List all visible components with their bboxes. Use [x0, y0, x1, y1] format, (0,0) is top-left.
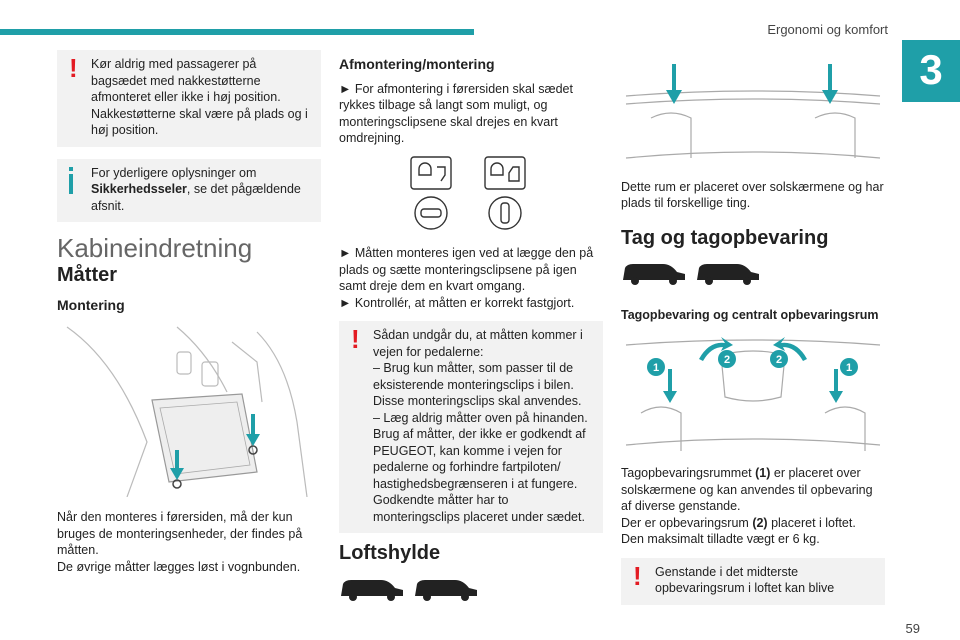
page-number: 59	[905, 621, 920, 636]
step-check: ► Kontrollér, at måtten er korrekt fastgjort.	[339, 295, 575, 310]
warning-line-2: – Brug kun måtter, som passer til de eksisterende monteringsclips i bilen. Disse monteringsclips skal anvendes.	[373, 361, 582, 408]
info-note-seatbelts	[57, 159, 321, 223]
column-1	[57, 50, 321, 575]
warning-line-4: Brug af måtter, der ikke er godkendt af PEUGEOT, kan komme i vejen for pedalerne og forhindre fartpiloten/ hastighedsbegrænseren i at fungere.	[373, 427, 586, 491]
heading-dismount: Afmontering/montering	[339, 56, 495, 72]
callout-2-left: 2	[723, 353, 731, 366]
warning-line-5: Godkendte måtter har to monteringsclips placeret under sædet.	[373, 493, 585, 524]
warning-text: Genstande i det midterste opbevaringsrum i loftet kan blive	[655, 564, 835, 595]
roof-ref-1: (1)	[755, 466, 771, 480]
heading-roof-storage: Tag og tagopbevaring	[621, 226, 829, 249]
warning-note-central-storage	[621, 558, 885, 605]
callout-2-right: 2	[775, 353, 783, 366]
mounting-text-2: De øvrige måtter lægges løst i vognbunden.	[57, 559, 301, 574]
callout-1-right: 1	[845, 361, 853, 374]
warning-icon: !	[633, 560, 642, 591]
column-3	[621, 50, 885, 617]
roof-storage-weight: Den maksimalt tilladte vægt er 6 kg.	[621, 532, 820, 546]
warning-line-3: – Læg aldrig måtter oven på hinanden.	[373, 410, 588, 425]
callout-1-left: 1	[652, 361, 660, 374]
info-text-suffix: , se det pågældende afsnit.	[91, 182, 301, 213]
heading-loft-shelf: Loftshylde	[339, 542, 441, 564]
warning-note-pedals	[339, 321, 603, 533]
roof-storage-text-1	[621, 465, 885, 515]
mounting-text-1: Når den monteres i førersiden, må der kun bruges de monteringsenheder, der findes på måtten.	[57, 510, 303, 557]
clip-illustration	[339, 155, 603, 238]
warning-icon: !	[69, 53, 78, 83]
warning-note-headrests	[57, 50, 321, 147]
vehicle-variant-icons	[339, 576, 603, 609]
column-2	[339, 50, 603, 608]
roof-text-2a: Der er opbevaringsrum	[621, 515, 753, 530]
floor-mat-illustration	[57, 322, 321, 502]
info-text-prefix: For yderligere oplysninger om	[91, 165, 257, 180]
heading-roof-central-storage: Tagopbevaring og centralt opbevaringsrum	[621, 307, 879, 322]
roof-text-1b: er placeret over solskærmene og kan anvendes til opbevaring af diverse genstande.	[621, 466, 873, 513]
heading-mats: Måtter	[57, 263, 118, 286]
loft-shelf-illustration	[621, 58, 885, 171]
warning-icon: !	[351, 324, 360, 354]
loft-shelf-text: Dette rum er placeret over solskærmene og har plads til forskellige ting.	[621, 179, 884, 210]
step-remount: ► Måtten monteres igen ved at lægge den på plads og sætte monteringsclipsene på igen samt dreje dem en kvart omgang.	[339, 246, 594, 293]
roof-text-2b: placeret i loftet.	[767, 515, 856, 530]
roof-storage-text-2	[621, 515, 885, 532]
info-icon	[67, 167, 77, 197]
step-dismount: ► For afmontering i førersiden skal sædet rykkes tilbage så langt som muligt, og monteringsclipsene skal drejes en kvart omdrejning.	[339, 81, 573, 145]
section-title: Ergonomi og komfort	[767, 22, 888, 37]
roof-ref-2: (2)	[752, 515, 768, 530]
info-text	[91, 165, 313, 215]
warning-text: Kør aldrig med passagerer på bagsædet med nakkestøtterne afmonteret eller ikke i høj position. Nakkestøtterne skal være på plads og i høj position.	[91, 57, 308, 137]
info-text-link: Sikkerhedsseler	[91, 182, 187, 196]
vehicle-variant-icons	[621, 260, 885, 293]
heading-cabin: Kabineindretning	[57, 233, 253, 263]
roof-storage-illustration	[621, 333, 885, 458]
roof-text-1a: Tagopbevaringsrummet	[621, 466, 756, 480]
chapter-tab: 3	[902, 40, 960, 102]
heading-mounting: Montering	[57, 297, 125, 313]
warning-line-1: Sådan undgår du, at måtten kommer i vejen for pedalerne:	[373, 328, 583, 359]
header-accent-bar	[0, 29, 474, 35]
